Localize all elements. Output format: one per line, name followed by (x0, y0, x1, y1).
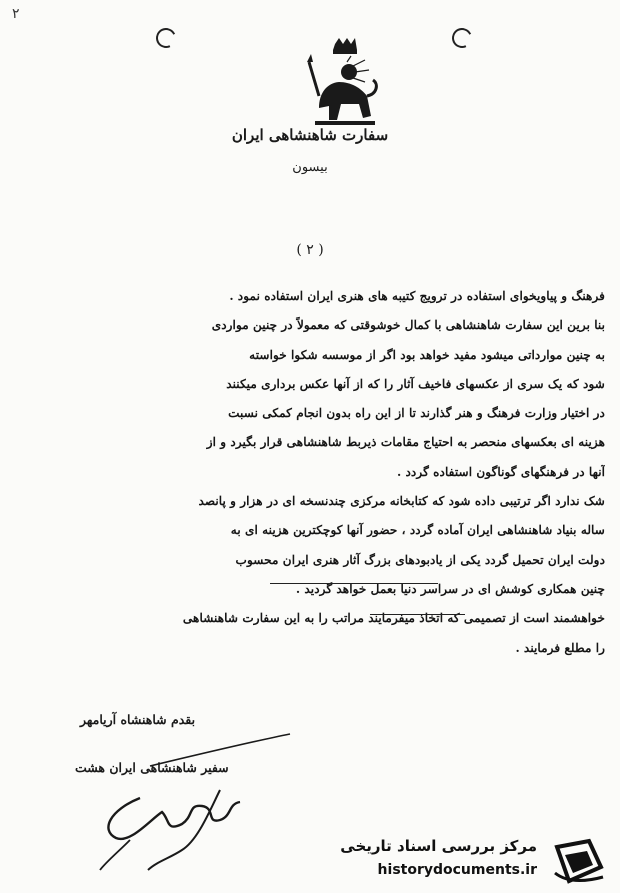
lion-and-sun-emblem (305, 38, 385, 128)
archive-watermark (330, 835, 615, 887)
body-line: آنها در فرهنگهای گوناگون استفاده گردد . (397, 464, 605, 479)
letter-body (50, 282, 605, 663)
body-line: در اختیار وزارت فرهنگ و هنر گذارند تا از این راه بدون انجام کمکی نسبت (228, 406, 605, 421)
archive-logo-icon (551, 837, 607, 885)
body-line: چنین همکاری کوشش ای در سراسر دنیا بعمل خواهد گردید . (295, 581, 605, 596)
body-line: دولت ایران تحمیل گردد یکی از یادبودهای بزرگ آثار هنری ایران محسوب (235, 552, 605, 567)
body-line: شک ندارد اگر ترتیبی داده شود که کتابخانه مرکزی چندنسخه ای در هزار و پانصد (198, 494, 605, 509)
body-line: شود که یک سری از عکسهای فاخیف آثار را که از آنها عکس برداری میکنند (226, 376, 605, 391)
header-title: سفارت شاهنشاهی ایران (231, 126, 389, 144)
watermark-title: مرکز بررسی اسناد تاریخی (340, 837, 537, 855)
closing-line: را مطلع فرمایند . (515, 640, 605, 655)
body-line: فرهنگ و پیاویخوای استفاده در ترویج کتیبه های هنری ایران استفاده نمود . (229, 289, 605, 303)
corner-mark: ٢ (12, 6, 20, 22)
punch-hole-left (153, 25, 179, 51)
punch-hole-right (449, 25, 475, 51)
body-line: هزینه ای بعکسهای منحصر به احتیاج مقامات ذیربط شاهنشاهی قرار بگیرد و از (206, 435, 605, 450)
signer-title: سفیر شاهنشاهی ایران هشت (75, 760, 229, 775)
underline-mark (370, 614, 465, 615)
body-line: ساله بنیاد شاهنشاهی ایران آماده گردد ، حضور آنها کوچکترین هزینه ای به (230, 523, 605, 538)
body-line: بنا برین این سفارت شاهنشاهی با کمال خوشوقتی که معمولاً در چنین مواردی (211, 318, 605, 333)
page-number: ( ٢ ) (296, 242, 324, 258)
body-line: خواهشمند است از تصمیمی که اتخاذ میفرمایند مراتب را به این سفارت شاهنشاهی (182, 611, 605, 626)
watermark-url: historydocuments.ir (377, 862, 537, 878)
handwritten-signature (70, 720, 300, 880)
header-city: بیسون (292, 160, 328, 175)
body-line: به چنین موارداتی میشود مفید خواهد بود اگر از موسسه شکوا خواسته (249, 347, 605, 362)
salutation: بقدم شاهنشاه آریامهر (80, 712, 196, 727)
underline-mark (270, 583, 438, 584)
